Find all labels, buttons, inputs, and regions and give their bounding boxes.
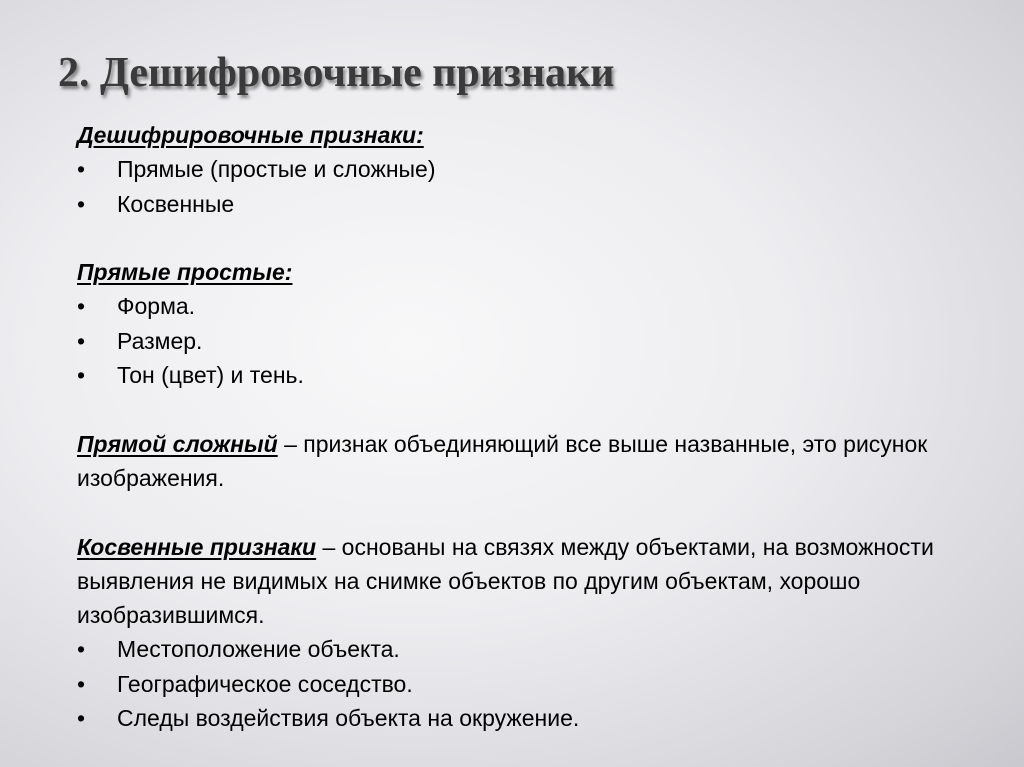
list-item	[77, 324, 997, 358]
bullet-list-decoding-features	[77, 152, 997, 221]
slide-content	[77, 118, 997, 735]
list-item-text: Прямые (простые и сложные)	[117, 156, 436, 183]
list-item-text: Географическое соседство.	[117, 670, 413, 697]
bullet-icon: •	[77, 636, 86, 663]
bullet-icon: •	[77, 327, 86, 354]
list-item-text: Размер.	[117, 327, 203, 354]
bullet-icon: •	[77, 362, 86, 389]
list-item-text: Местоположение объекта.	[117, 636, 400, 663]
list-item-text: Форма.	[117, 293, 196, 320]
bullet-icon: •	[77, 670, 86, 697]
list-item-text: Следы воздействия объекта на окружение.	[117, 705, 580, 732]
list-item	[77, 358, 997, 392]
list-item	[77, 632, 997, 666]
slide-title: 2. Дешифровочные признаки	[58, 50, 615, 96]
section-heading-decoding-features	[77, 118, 997, 152]
bullet-icon: •	[77, 293, 86, 320]
term-direct-complex: Прямой сложный	[77, 430, 278, 457]
bullet-icon: •	[77, 705, 86, 732]
list-item	[77, 701, 997, 735]
heading-term: Дешифрировочные признаки:	[77, 122, 424, 148]
paragraph-indirect-features	[77, 530, 997, 633]
spacer	[77, 495, 997, 529]
definition-direct-complex: – признак объединяющий все выше названные, это рисунок изображения.	[77, 430, 928, 491]
list-item	[77, 187, 997, 221]
bullet-list-indirect-features	[77, 632, 997, 735]
bullet-icon: •	[77, 156, 86, 183]
section-heading-direct-simple	[77, 255, 997, 289]
term-indirect-features: Косвенные признаки	[77, 533, 317, 560]
bullet-list-direct-simple	[77, 289, 997, 392]
spacer	[77, 221, 997, 255]
paragraph-direct-complex	[77, 427, 997, 496]
list-item-text: Тон (цвет) и тень.	[117, 362, 304, 389]
bullet-icon: •	[77, 190, 86, 217]
definition-indirect-features: – основаны на связях между объектами, на возможности выявления не видимых на снимке объектов по другим объектам, хорошо изобразившимся.	[77, 533, 934, 629]
spacer	[77, 392, 997, 426]
list-item	[77, 289, 997, 323]
heading-term: Прямые простые:	[77, 259, 293, 286]
list-item	[77, 667, 997, 701]
list-item	[77, 152, 997, 186]
list-item-text: Косвенные	[117, 190, 235, 217]
